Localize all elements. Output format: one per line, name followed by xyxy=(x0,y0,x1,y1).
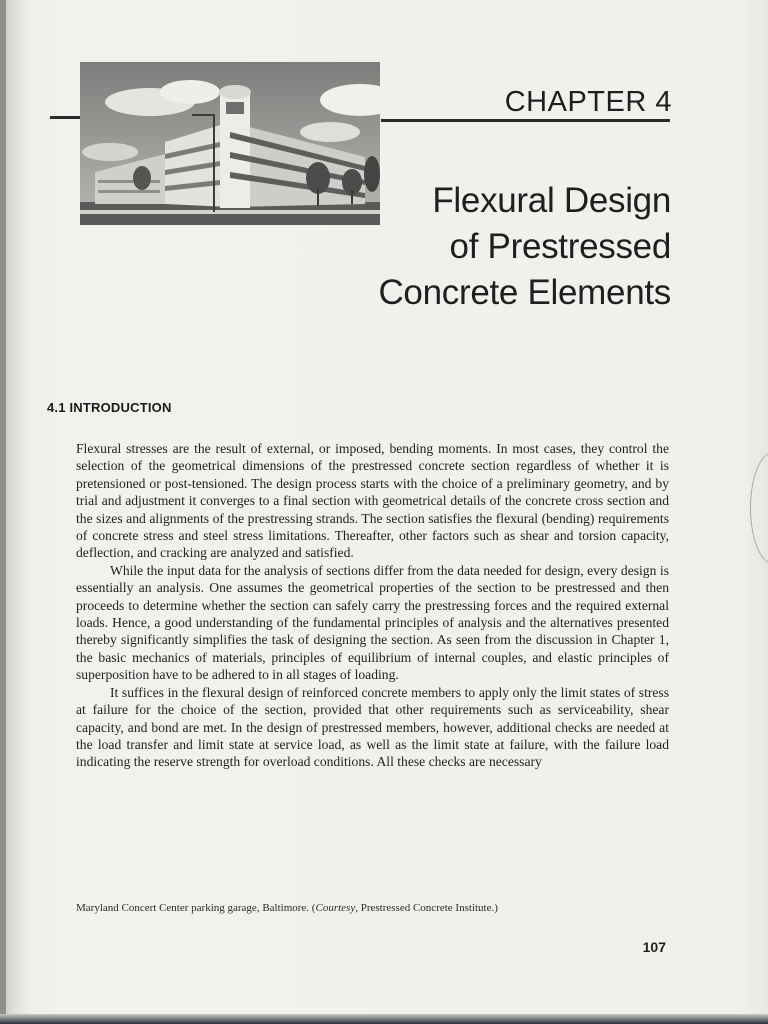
caption-suffix: , Prestressed Concrete Institute.) xyxy=(355,902,498,914)
page-number: 107 xyxy=(642,939,666,955)
paragraph: It suffices in the flexural design of reinforced concrete members to apply only the limit states of stress at failure for the choice of the section, provided that other requirements such as serviceability, shear capacity, and bond are met. In the design of prestressed members, however, additional checks are needed at the load transfer and limit state at service load, as well as the limit state at failure, with the failure load indicating the reserve strength for overload conditions. All these checks are necessary xyxy=(76,684,669,770)
paragraph: Flexural stresses are the result of external, or imposed, bending moments. In most cases, they control the selection of the geometrical dimensions of the prestressed concrete section regardless of whether it is pretensioned or post-tensioned. The design process starts with the choice of a preliminary geometry, and by trial and adjustment it converges to a final section with geometrical details of the concrete cross section and the sizes and alignments of the prestressing strands. The section satisfies the flexural (bending) requirements of concrete stress and steel stress limitations. Thereafter, other factors such as shear and torsion capacity, deflection, and cracking are analyzed and satisfied. xyxy=(76,441,669,561)
header-rule-right xyxy=(381,119,670,122)
chapter-title xyxy=(311,178,671,316)
scan-bottom-edge xyxy=(0,1014,768,1024)
chapter-title-line: Flexural Design xyxy=(432,181,671,220)
binding-shadow xyxy=(0,0,6,1024)
library-stamp xyxy=(750,452,768,564)
header-rule-left xyxy=(50,116,82,119)
paragraph: While the input data for the analysis of sections differ from the data needed for design, every design is essentially an analysis. One assumes the geometrical properties of the section to be prestressed and then proceeds to determine whether the section can safely carry the prestressing forces and the required external loads. Hence, a good understanding of the fundamental principles of analysis and the alternatives presented thereby significantly simplifies the task of designing the section. As seen from the discussion in Chapter 1, the basic mechanics of materials, principles of equilibrium of internal couples, and elastic principles of superposition have to be adhered to in all stages of loading. xyxy=(76,562,669,683)
chapter-title-line: Concrete Elements xyxy=(378,273,671,312)
body-text xyxy=(76,440,669,771)
figure-caption xyxy=(76,902,676,914)
section-heading: 4.1 INTRODUCTION xyxy=(47,400,172,415)
caption-courtesy: Courtesy xyxy=(315,902,356,914)
chapter-label: CHAPTER 4 xyxy=(504,86,672,118)
caption-prefix: Maryland Concert Center parking garage, Baltimore. ( xyxy=(76,902,316,914)
chapter-title-line: of Prestressed xyxy=(449,227,671,266)
